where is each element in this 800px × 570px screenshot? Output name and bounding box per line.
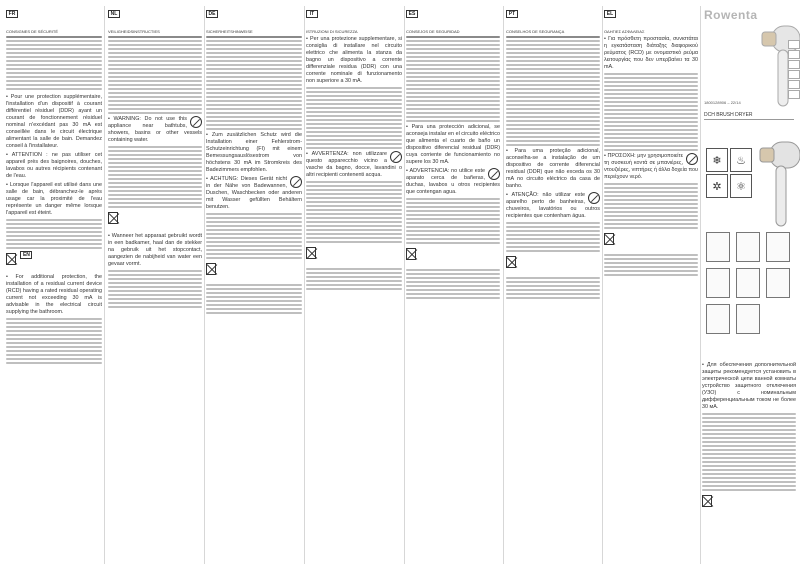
weee-bin-icon xyxy=(604,233,614,245)
warning-paragraph: • ADVERTENCIA: no utilice este aparato cerca de bañeras, duchas, lavabos u otros recipientes que contengan agua. xyxy=(406,168,500,195)
language-code: EL xyxy=(604,10,616,18)
column-de xyxy=(206,10,302,562)
section-title: SICHERHEITSHINWEISE xyxy=(206,29,253,34)
language-code: PT xyxy=(506,10,518,18)
column-divider xyxy=(304,6,305,564)
rcd-paragraph: • Pour une protection supplémentaire, l'installation d'un dispositif à courant différentiel résiduel (DDR) ayant un courant de fonctionnement résiduel nominal n'excédant pas 30 mA est conseillée dans le circuit électrique alimentant la salle de bain. Demandez conseil à l'installateur. xyxy=(6,94,102,149)
column-pt xyxy=(506,10,600,562)
language-tab xyxy=(788,90,800,99)
section-title: CONSIGNES DE SÉCURITÉ xyxy=(6,29,59,34)
no-water-warning-icon xyxy=(488,168,500,180)
no-water-warning-icon xyxy=(686,153,698,165)
weee-bin-icon xyxy=(108,212,118,224)
column-el xyxy=(604,10,698,562)
part-box xyxy=(736,232,760,262)
column-divider xyxy=(602,6,603,564)
brand-logo: Rowenta xyxy=(704,8,758,22)
language-tab xyxy=(788,70,800,79)
part-box xyxy=(766,232,790,262)
weee-bin-icon xyxy=(306,247,316,259)
weee-bin-icon xyxy=(6,253,16,265)
section-title: CONSELHOS DE SEGURANÇA xyxy=(506,29,565,34)
column-divider xyxy=(503,6,504,564)
rcd-paragraph: • Για πρόσθετη προστασία, συνιστάται η εγκατάσταση διάταξης διαφορικού ρεύματος (RCD) με ονομαστικό ρεύμα λειτουργίας που δεν υπερβαίνει τα 30 mA. xyxy=(604,36,698,70)
warning-paragraph: • ΠΡΟΣΟΧΗ: μην χρησιμοποιείτε τη συσκευή κοντά σε μπανιέρες, ντουζιέρες, νιπτήρες ή άλλα δοχεία που περιέχουν νερό. xyxy=(604,153,698,180)
column-divider xyxy=(700,6,701,564)
language-code: DE xyxy=(206,10,218,18)
parts-diagram xyxy=(706,232,796,352)
hair-dryer-side-illustration xyxy=(756,140,800,230)
section-title: VEILIGHEIDSINSTRUCTIES xyxy=(108,29,160,34)
column-ru xyxy=(702,360,796,560)
no-water-warning-icon xyxy=(588,192,600,204)
language-code: IT xyxy=(306,10,318,18)
language-tab xyxy=(788,50,800,59)
rcd-paragraph: • Para uma proteção adicional, aconselha-se a instalação de um dispositivo de corrente diferencial residual (DDR) que não exceda os 30 mA no circuito eléctrico da casa de banho. xyxy=(506,148,600,189)
no-water-warning-icon xyxy=(390,151,402,163)
column-nl xyxy=(108,10,202,562)
warning-paragraph: • ATTENTION : ne pas utiliser cet appareil près des baignoires, douches, lavabos ou autres récipients contenant de l'eau. xyxy=(6,152,102,179)
column-it xyxy=(306,10,402,562)
part-box xyxy=(736,304,760,334)
ionic-icon: ⚛ xyxy=(730,174,752,198)
column-divider xyxy=(404,6,405,564)
rcd-paragraph: • Zum zusätzlichen Schutz wird die Installation einer Fehlerstrom-Schutzeinrichtung (FI) mit einem Bemessungsauslösestrom von höchstens 30 mA im Stromkreis des Badezimmers empfohlen. xyxy=(206,132,302,173)
part-box xyxy=(706,304,730,334)
column-divider xyxy=(104,6,105,564)
feature-icon-grid xyxy=(706,148,752,198)
weee-bin-icon xyxy=(206,263,216,275)
rcd-paragraph-en: • For additional protection, the installation of a residual current device (RCD) having a rated residual operating current not exceeding 30 mA is advisable in the electrical circuit supplying the bathroom. xyxy=(6,274,102,315)
language-code: FR xyxy=(6,10,18,18)
language-tab xyxy=(788,60,800,69)
column-divider xyxy=(204,6,205,564)
model-title: DCH BRUSH DRYER xyxy=(704,112,794,120)
rcd-paragraph: • Para una protección adicional, se aconseja instalar en el circuito eléctrico que alimenta el cuarto de baño un dispositivo diferencial residual (DDR) cuya corriente de funcionamiento no supere los 30 mA. xyxy=(406,124,500,165)
language-tab-strip xyxy=(788,40,800,100)
rcd-paragraph: • Для обеспечения дополнительной защиты рекомендуется установить в электрической цепи ванной комнаты устройство защитного отключения (УЗО) с номинальным дифференциальным током не более 30 мА. xyxy=(702,362,796,410)
weee-bin-icon xyxy=(406,248,416,260)
no-water-warning-icon xyxy=(290,176,302,188)
warning-paragraph: • ATENÇÃO: não utilizar este aparelho perto de banheiras, chuveiros, lavatórios ou outros recipientes que contenham água. xyxy=(506,192,600,219)
fan-icon: ✲ xyxy=(706,174,728,198)
section-title: ΟΔΗΓΙΕΣ ΑΣΦΑΛΕΙΑΣ xyxy=(604,29,645,34)
language-tab xyxy=(788,40,800,49)
language-code: ES xyxy=(406,10,418,18)
section-title: ISTRUZIONI DI SICUREZZA xyxy=(306,29,358,34)
part-box xyxy=(766,268,790,298)
language-code: NL xyxy=(108,10,120,18)
rcd-paragraph: • Per una protezione supplementare, si consiglia di installare nel circuito elettrico che alimenta la stanza da bagno un dispositivo a corrente differenziale residua (DDR) con una corrente nominale di funzionamento non superiore a 30 mA. xyxy=(306,36,402,84)
language-code: EN xyxy=(20,251,32,259)
bathroom-paragraph: • Lorsque l'appareil est utilisé dans une salle de bain, débranchez-le après usage car la proximité de l'eau représente un danger même lorsque l'appareil est éteint. xyxy=(6,182,102,216)
weee-bin-icon xyxy=(506,256,516,268)
no-water-warning-icon xyxy=(190,116,202,128)
bathroom-paragraph: • Wanneer het apparaat gebruikt wordt in een badkamer, haal dan de stekker na gebruik uit het stopcontact, aangezien de nabijheid van water een gevaar vormt. xyxy=(108,233,202,267)
warning-paragraph: • WARNING: Do not use this appliance near bathtubs, showers, basins or other vessels containing water. xyxy=(108,116,202,143)
document-reference: 1800128906 – 22/14 xyxy=(704,100,741,105)
part-box xyxy=(706,268,730,298)
heat-icon: ♨ xyxy=(730,148,752,172)
language-tab xyxy=(788,80,800,89)
weee-bin-icon xyxy=(702,495,712,507)
warning-paragraph: • AVVERTENZA: non utilizzare questo apparecchio vicino a vasche da bagno, docce, lavandini o altri recipienti contenenti acqua. xyxy=(306,151,402,178)
column-fr-en xyxy=(6,10,102,562)
section-title: CONSEJOS DE SEGURIDAD xyxy=(406,29,460,34)
snowflake-icon: ❄ xyxy=(706,148,728,172)
warning-paragraph: • ACHTUNG: Dieses Gerät nicht in der Nähe von Badewannen, Duschen, Waschbecken oder anderen mit Wasser gefüllten Behältern benutzen. xyxy=(206,176,302,210)
column-es xyxy=(406,10,500,562)
part-box xyxy=(706,232,730,262)
part-box xyxy=(736,268,760,298)
